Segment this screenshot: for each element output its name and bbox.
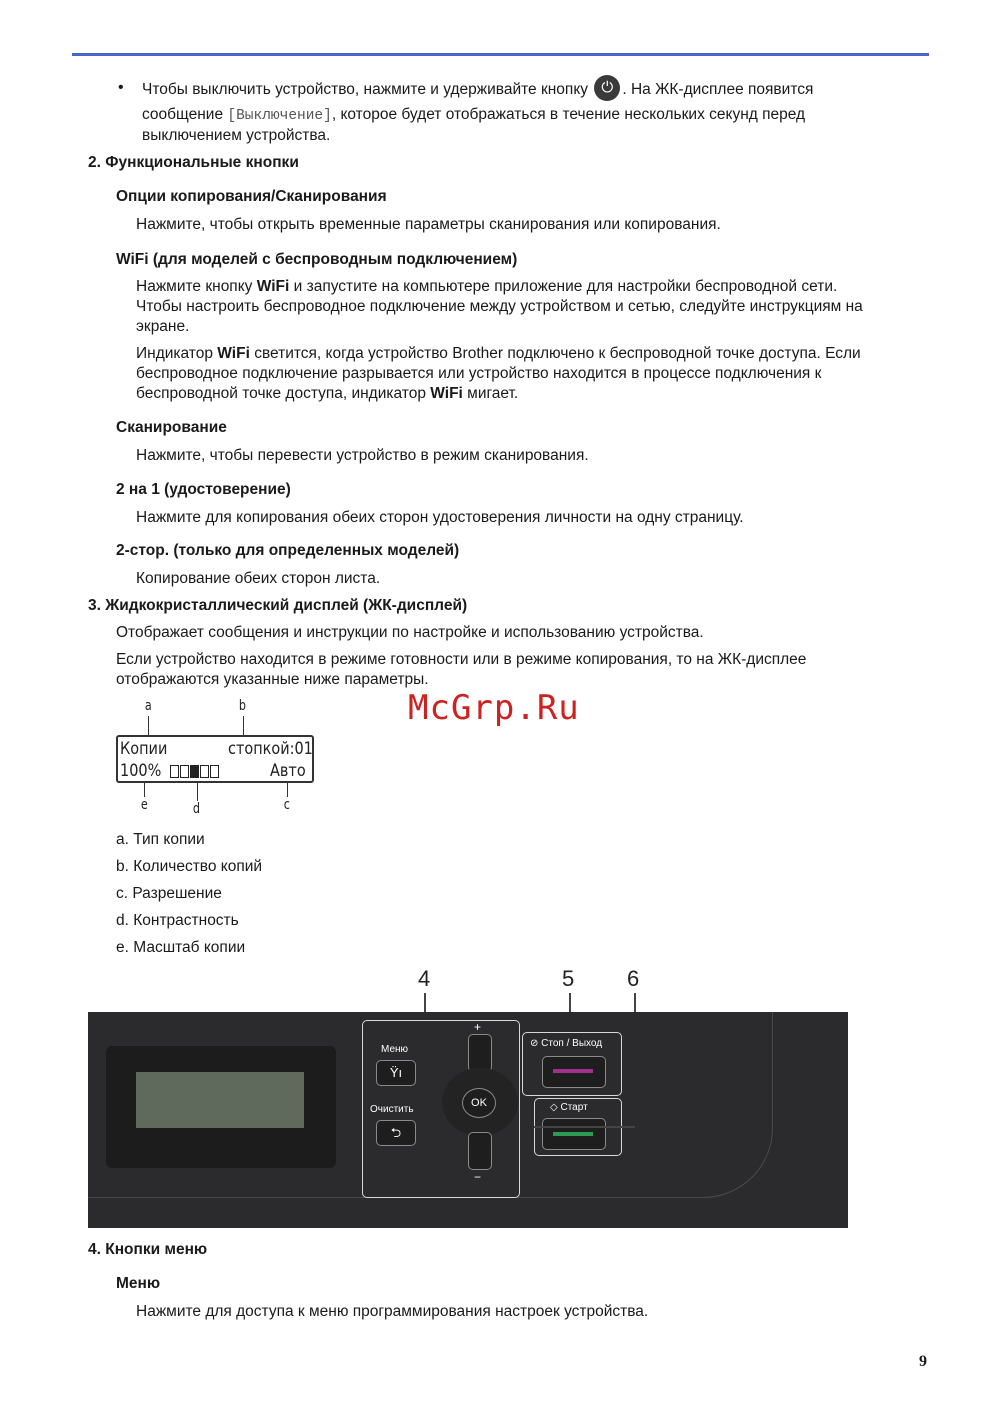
- lcd-label-c: c: [283, 797, 290, 813]
- wifi-p2-d: мигает.: [467, 385, 519, 402]
- wifi-p2-line1: [136, 344, 861, 364]
- legend-d: d. Контрастность: [116, 912, 239, 929]
- callout-a-line: [148, 716, 149, 735]
- id-copy-text: Нажмите для копирования обеих сторон удостоверения личности на одну страницу.: [136, 509, 744, 526]
- lcd-label-b: b: [238, 698, 247, 714]
- power-line-2: [142, 105, 805, 126]
- start-text: Старт: [560, 1102, 588, 1113]
- wifi-p2-a: Индикатор: [136, 345, 213, 362]
- callout-c-line: [287, 783, 288, 797]
- wifi-p2-line2: беспроводное подключение разрывается или устройство находится в процессе подключения к: [136, 365, 822, 382]
- power-line-1: [142, 77, 813, 103]
- lcd-quality: Авто: [270, 761, 306, 781]
- ok-button[interactable]: [462, 1088, 496, 1118]
- lcd-frame: [106, 1046, 336, 1168]
- lcd-label-e: e: [140, 797, 148, 813]
- clear-button[interactable]: [376, 1120, 416, 1146]
- panel-number-4: 4: [418, 966, 431, 991]
- stop-label: [530, 1038, 602, 1049]
- callout-d-line: [197, 783, 198, 801]
- start-stripe: [553, 1132, 593, 1136]
- power-text-a: Чтобы выключить устройство, нажмите и удерживайте кнопку: [142, 81, 589, 99]
- callout-b-line: [243, 716, 244, 735]
- lcd-label-d: d: [192, 801, 201, 817]
- contrast-cell: [180, 765, 189, 778]
- lcd-diagram: [116, 735, 314, 783]
- power-text-c: сообщение: [142, 106, 224, 123]
- wifi-p2-line3: [136, 384, 518, 404]
- lcd-label-a: a: [144, 698, 152, 714]
- power-text-d: , которое будет отображаться в течение нескольких секунд перед: [331, 106, 806, 123]
- copy-scan-title: Опции копирования/Сканирования: [116, 188, 387, 205]
- wifi-title: WiFi (для моделей с беспроводным подключением): [116, 251, 518, 268]
- power-text-b: . На ЖК-дисплее появится: [622, 81, 814, 99]
- legend-b: b. Количество копий: [116, 858, 263, 875]
- power-message-code: [Выключение]: [227, 108, 332, 124]
- scan-text: Нажмите, чтобы перевести устройство в режим сканирования.: [136, 447, 589, 464]
- clear-label: Очистить: [370, 1104, 414, 1115]
- lcd-desc-2b: отображаются указанные ниже параметры.: [116, 671, 429, 688]
- wifi-p1-a: Нажмите кнопку: [136, 278, 253, 295]
- leader-6-horizontal: [534, 1126, 635, 1128]
- power-icon: ⏻: [594, 75, 620, 101]
- lcd-desc-2a: Если устройство находится в режиме готовности или в режиме копирования, то на ЖК-дисплее: [116, 651, 807, 668]
- legend-a: a. Тип копии: [116, 831, 205, 848]
- power-line-3: выключением устройства.: [142, 127, 331, 144]
- contrast-cell: [210, 765, 219, 778]
- lcd-copies: Копии: [120, 739, 168, 759]
- contrast-cell: [200, 765, 209, 778]
- control-panel-image: [88, 1012, 848, 1228]
- minus-label: −: [474, 1170, 482, 1184]
- wifi-bold: WiFi: [256, 278, 290, 295]
- stop-stripe: [553, 1069, 593, 1073]
- menu-button[interactable]: [376, 1060, 416, 1086]
- start-button[interactable]: [542, 1118, 606, 1150]
- plus-label: +: [474, 1020, 482, 1034]
- id-copy-title: 2 на 1 (удостоверение): [116, 481, 291, 498]
- start-icon: ◇: [550, 1102, 558, 1113]
- contrast-cell: [170, 765, 179, 778]
- header-rule: [72, 53, 929, 56]
- wifi-p1-line2: Чтобы настроить беспроводное подключение между устройством и сетью, следуйте инструкциям на: [136, 298, 863, 315]
- lcd-desc-1: Отображает сообщения и инструкции по настройке и использованию устройства.: [116, 624, 704, 641]
- start-label: [550, 1102, 588, 1113]
- lcd-screen: [136, 1072, 304, 1128]
- minus-button[interactable]: [468, 1132, 492, 1170]
- wifi-bold: WiFi: [217, 345, 250, 362]
- page-number: 9: [919, 1353, 927, 1370]
- lcd-contrast-bar: [170, 764, 220, 782]
- stop-text: Стоп / Выход: [541, 1038, 603, 1049]
- section2-heading: 2. Функциональные кнопки: [88, 154, 299, 171]
- wifi-p1-b: и запустите на компьютере приложение для настройки беспроводной сети.: [293, 278, 838, 295]
- duplex-title: 2-стор. (только для определенных моделей): [116, 542, 460, 559]
- stop-icon: ⊘: [530, 1038, 539, 1049]
- wifi-bold: WiFi: [430, 385, 463, 402]
- tools-icon: Ÿı: [389, 1065, 403, 1080]
- menu-label: Меню: [381, 1044, 409, 1055]
- menu-title: Меню: [116, 1275, 161, 1292]
- lcd-ratio: 100%: [120, 761, 162, 781]
- wifi-p2-b: светится, когда устройство Brother подключено к беспроводной точке доступа. Если: [254, 345, 861, 362]
- copy-scan-text: Нажмите, чтобы открыть временные параметры сканирования или копирования.: [136, 216, 721, 233]
- ok-label: OK: [471, 1097, 487, 1109]
- section3-heading: 3. Жидкокристаллический дисплей (ЖК-дисплей): [88, 597, 468, 614]
- section4-heading: 4. Кнопки меню: [88, 1241, 208, 1258]
- scan-title: Сканирование: [116, 419, 227, 436]
- callout-e-line: [144, 783, 145, 797]
- plus-button[interactable]: [468, 1034, 492, 1072]
- stop-button[interactable]: [542, 1056, 606, 1088]
- wifi-p1-line3: экране.: [136, 318, 190, 335]
- lcd-stack: стопкой:01: [228, 739, 313, 759]
- legend-c: c. Разрешение: [116, 885, 222, 902]
- panel-number-6: 6: [627, 966, 640, 991]
- wifi-p2-c: беспроводной точке доступа, индикатор: [136, 385, 426, 402]
- panel-number-5: 5: [562, 966, 575, 991]
- wifi-p1-line1: [136, 277, 837, 297]
- bullet: •: [118, 79, 124, 96]
- legend-e: e. Масштаб копии: [116, 939, 246, 956]
- contrast-cell-active: [190, 765, 199, 778]
- duplex-text: Копирование обеих сторон листа.: [136, 570, 381, 587]
- back-icon: ⮌: [390, 1125, 402, 1140]
- watermark: McGrp.Ru: [408, 688, 580, 728]
- menu-text: Нажмите для доступа к меню программирования настроек устройства.: [136, 1303, 649, 1320]
